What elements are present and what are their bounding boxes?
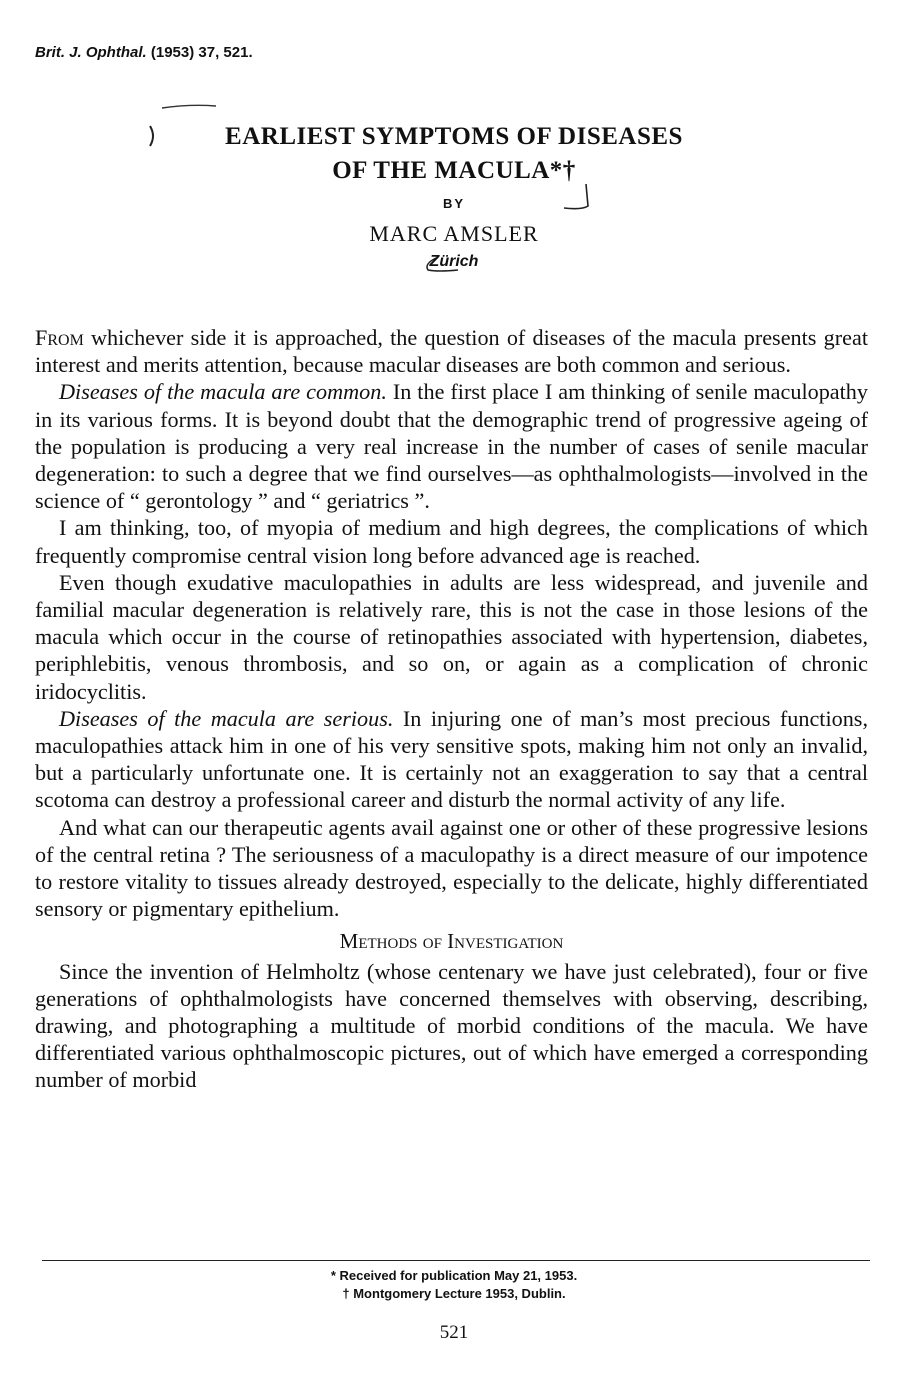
footnotes: [0, 1267, 908, 1303]
author-name: MARC AMSLER: [369, 221, 539, 246]
article-title-line-1: EARLIEST SYMPTOMS OF DISEASES: [225, 123, 683, 150]
paragraph-1-text: whichever side it is approached, the question of diseases of the macula presents great interest and merits attention, because macular diseases are both common and serious.: [35, 325, 868, 378]
paragraph-6: And what can our therapeutic agents avail against one or other of these progressive lesions of the central retina ? The seriousness of a maculopathy is a direct measure of our impotence to restore vitality to tissues already destroyed, especially to the delicate, highly differentiated sensory or pigmentary epithelium.: [35, 814, 868, 922]
paragraph-1-lead: From: [35, 325, 84, 350]
article-body: [35, 324, 868, 1094]
paragraph-5-text: In injuring one of man’s most precious functions, maculopathies attack him in one of his very sensitive spots, making him not only an invalid, but a particularly unfortunate one. It is certainly not an exaggeration to say that a central scotoma can destroy a professional career and disturb the normal activity of any life.: [35, 705, 868, 813]
footnote-divider: [42, 1260, 870, 1261]
paragraph-5-lead: Diseases of the macula are serious.: [59, 705, 394, 731]
author-location: Zürich: [429, 253, 479, 270]
journal-page: 521.: [223, 44, 253, 61]
article-title-line-2: OF THE MACULA*†: [332, 157, 576, 184]
footnote-received: * Received for publication May 21, 1953.: [330, 1268, 578, 1283]
paragraph-3: I am thinking, too, of myopia of medium and high degrees, the complications of which frequently compromise central vision long before advanced age is reached.: [35, 515, 868, 568]
paragraph-2-lead: Diseases of the macula are common.: [59, 379, 387, 405]
footnote-lecture: † Montgomery Lecture 1953, Dublin.: [342, 1286, 566, 1301]
citation-line: [35, 44, 253, 61]
paragraph-2: [35, 378, 868, 514]
paragraph-5: [35, 705, 868, 814]
byline-label: BY: [442, 196, 466, 211]
journal-name: Brit. J. Ophthal.: [35, 44, 147, 61]
paragraph-1: [35, 324, 868, 378]
section-heading: Methods of Investigation: [339, 929, 564, 954]
paragraph-4: Even though exudative maculopathies in adults are less widespread, and juvenile and familial macular degeneration is relatively rare, this is not the case in those lesions of the macula which occur in the course of retinopathies associated with hypertension, diabetes, periphlebitis, venous thrombosis, and so on, or again as a complication of chronic iridocyclitis.: [35, 569, 868, 704]
paragraph-2-text: In the first place I am thinking of senile maculopathy in its various forms. It is beyond doubt that the demographic trend of progressive ageing of the population is producing a very real increase in the number of cases of senile macular degeneration: to such a degree that we find ourselves—as ophthalmologists—involved in the science of “ gerontology ” and “ geriatrics ”.: [35, 379, 868, 514]
journal-volume: 37,: [198, 44, 220, 61]
journal-year: (1953): [150, 44, 195, 61]
article-header: [0, 120, 908, 271]
page-number: 521: [439, 1322, 469, 1343]
paragraph-7: Since the invention of Helmholtz (whose centenary we have just celebrated), four or five generations of ophthalmologists have concerned themselves with observing, describing, drawing, and photographing a multitude of morbid conditions of the macula. We have differentiated various ophthalmoscopic pictures, out of which have emerged a corresponding number of morbid: [35, 958, 868, 1093]
